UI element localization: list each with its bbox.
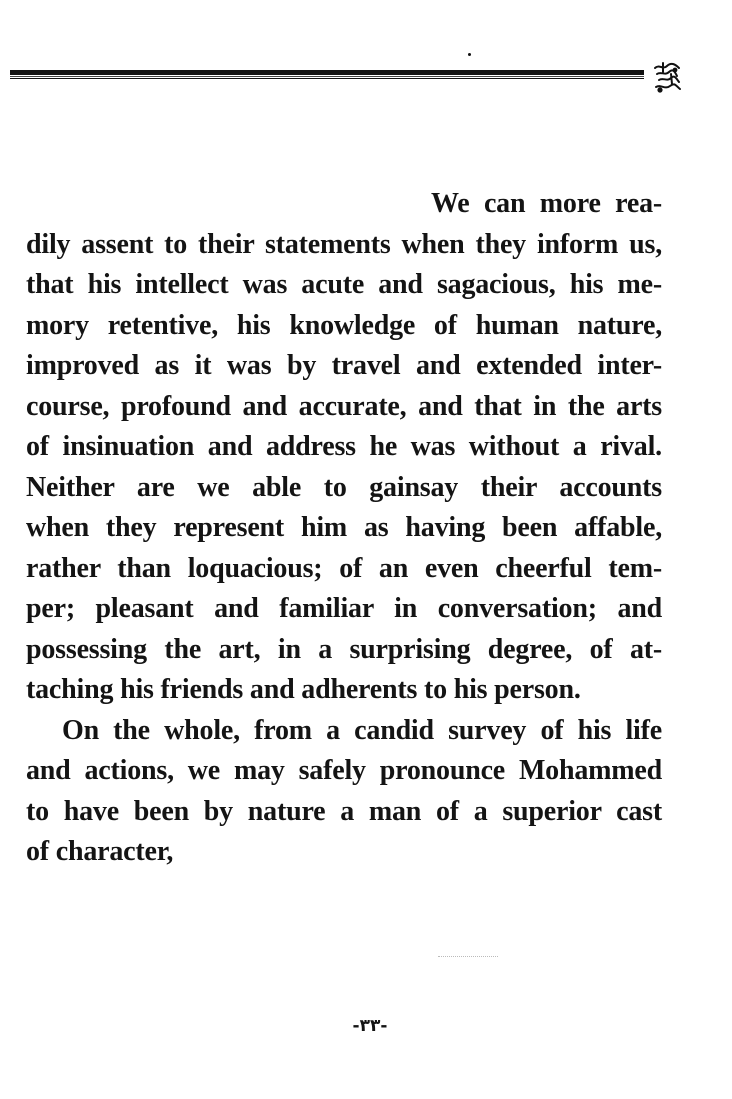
paragraph-2 (26, 711, 662, 873)
text-line: of insinuation and address he was without a rival. (26, 431, 662, 462)
text-line: mory retentive, his knowledge of human nature, (26, 309, 662, 341)
page-number: -٣٣- (352, 1016, 388, 1036)
text-line: course, profound and accurate, and that in the arts (26, 390, 662, 422)
header-dot (468, 53, 471, 56)
text-line: and actions, we may safely pronounce Mohammed (26, 755, 662, 786)
text-line: per; pleasant and familiar in conversation; and (26, 593, 662, 624)
paragraph-1 (26, 184, 662, 711)
text-line: improved as it was by travel and extended inter- (26, 350, 662, 381)
text-line: taching his friends and adherents to his person. (26, 674, 581, 705)
text-line: possessing the art, in a surprising degree, of at- (26, 633, 662, 665)
text-line: On the whole, from a candid survey of his life (62, 714, 662, 746)
scan-speck (438, 956, 498, 959)
body-text (26, 184, 662, 873)
text-line: rather than loquacious; of an even cheerful tem- (26, 552, 662, 584)
text-line: to have been by nature a man of a superior cast (26, 795, 662, 827)
text-line: that his intellect was acute and sagacious, his me- (26, 269, 662, 300)
text-line: Neither are we able to gainsay their accounts (26, 471, 662, 503)
text-line: dily assent to their statements when they inform us, (26, 228, 662, 260)
text-line: of character, (26, 836, 174, 867)
header-rule (10, 70, 644, 79)
calligraphy-seal-icon (651, 60, 683, 94)
text-line: when they represent him as having been affable, (26, 512, 662, 543)
text-line: We can more rea- (431, 188, 662, 219)
